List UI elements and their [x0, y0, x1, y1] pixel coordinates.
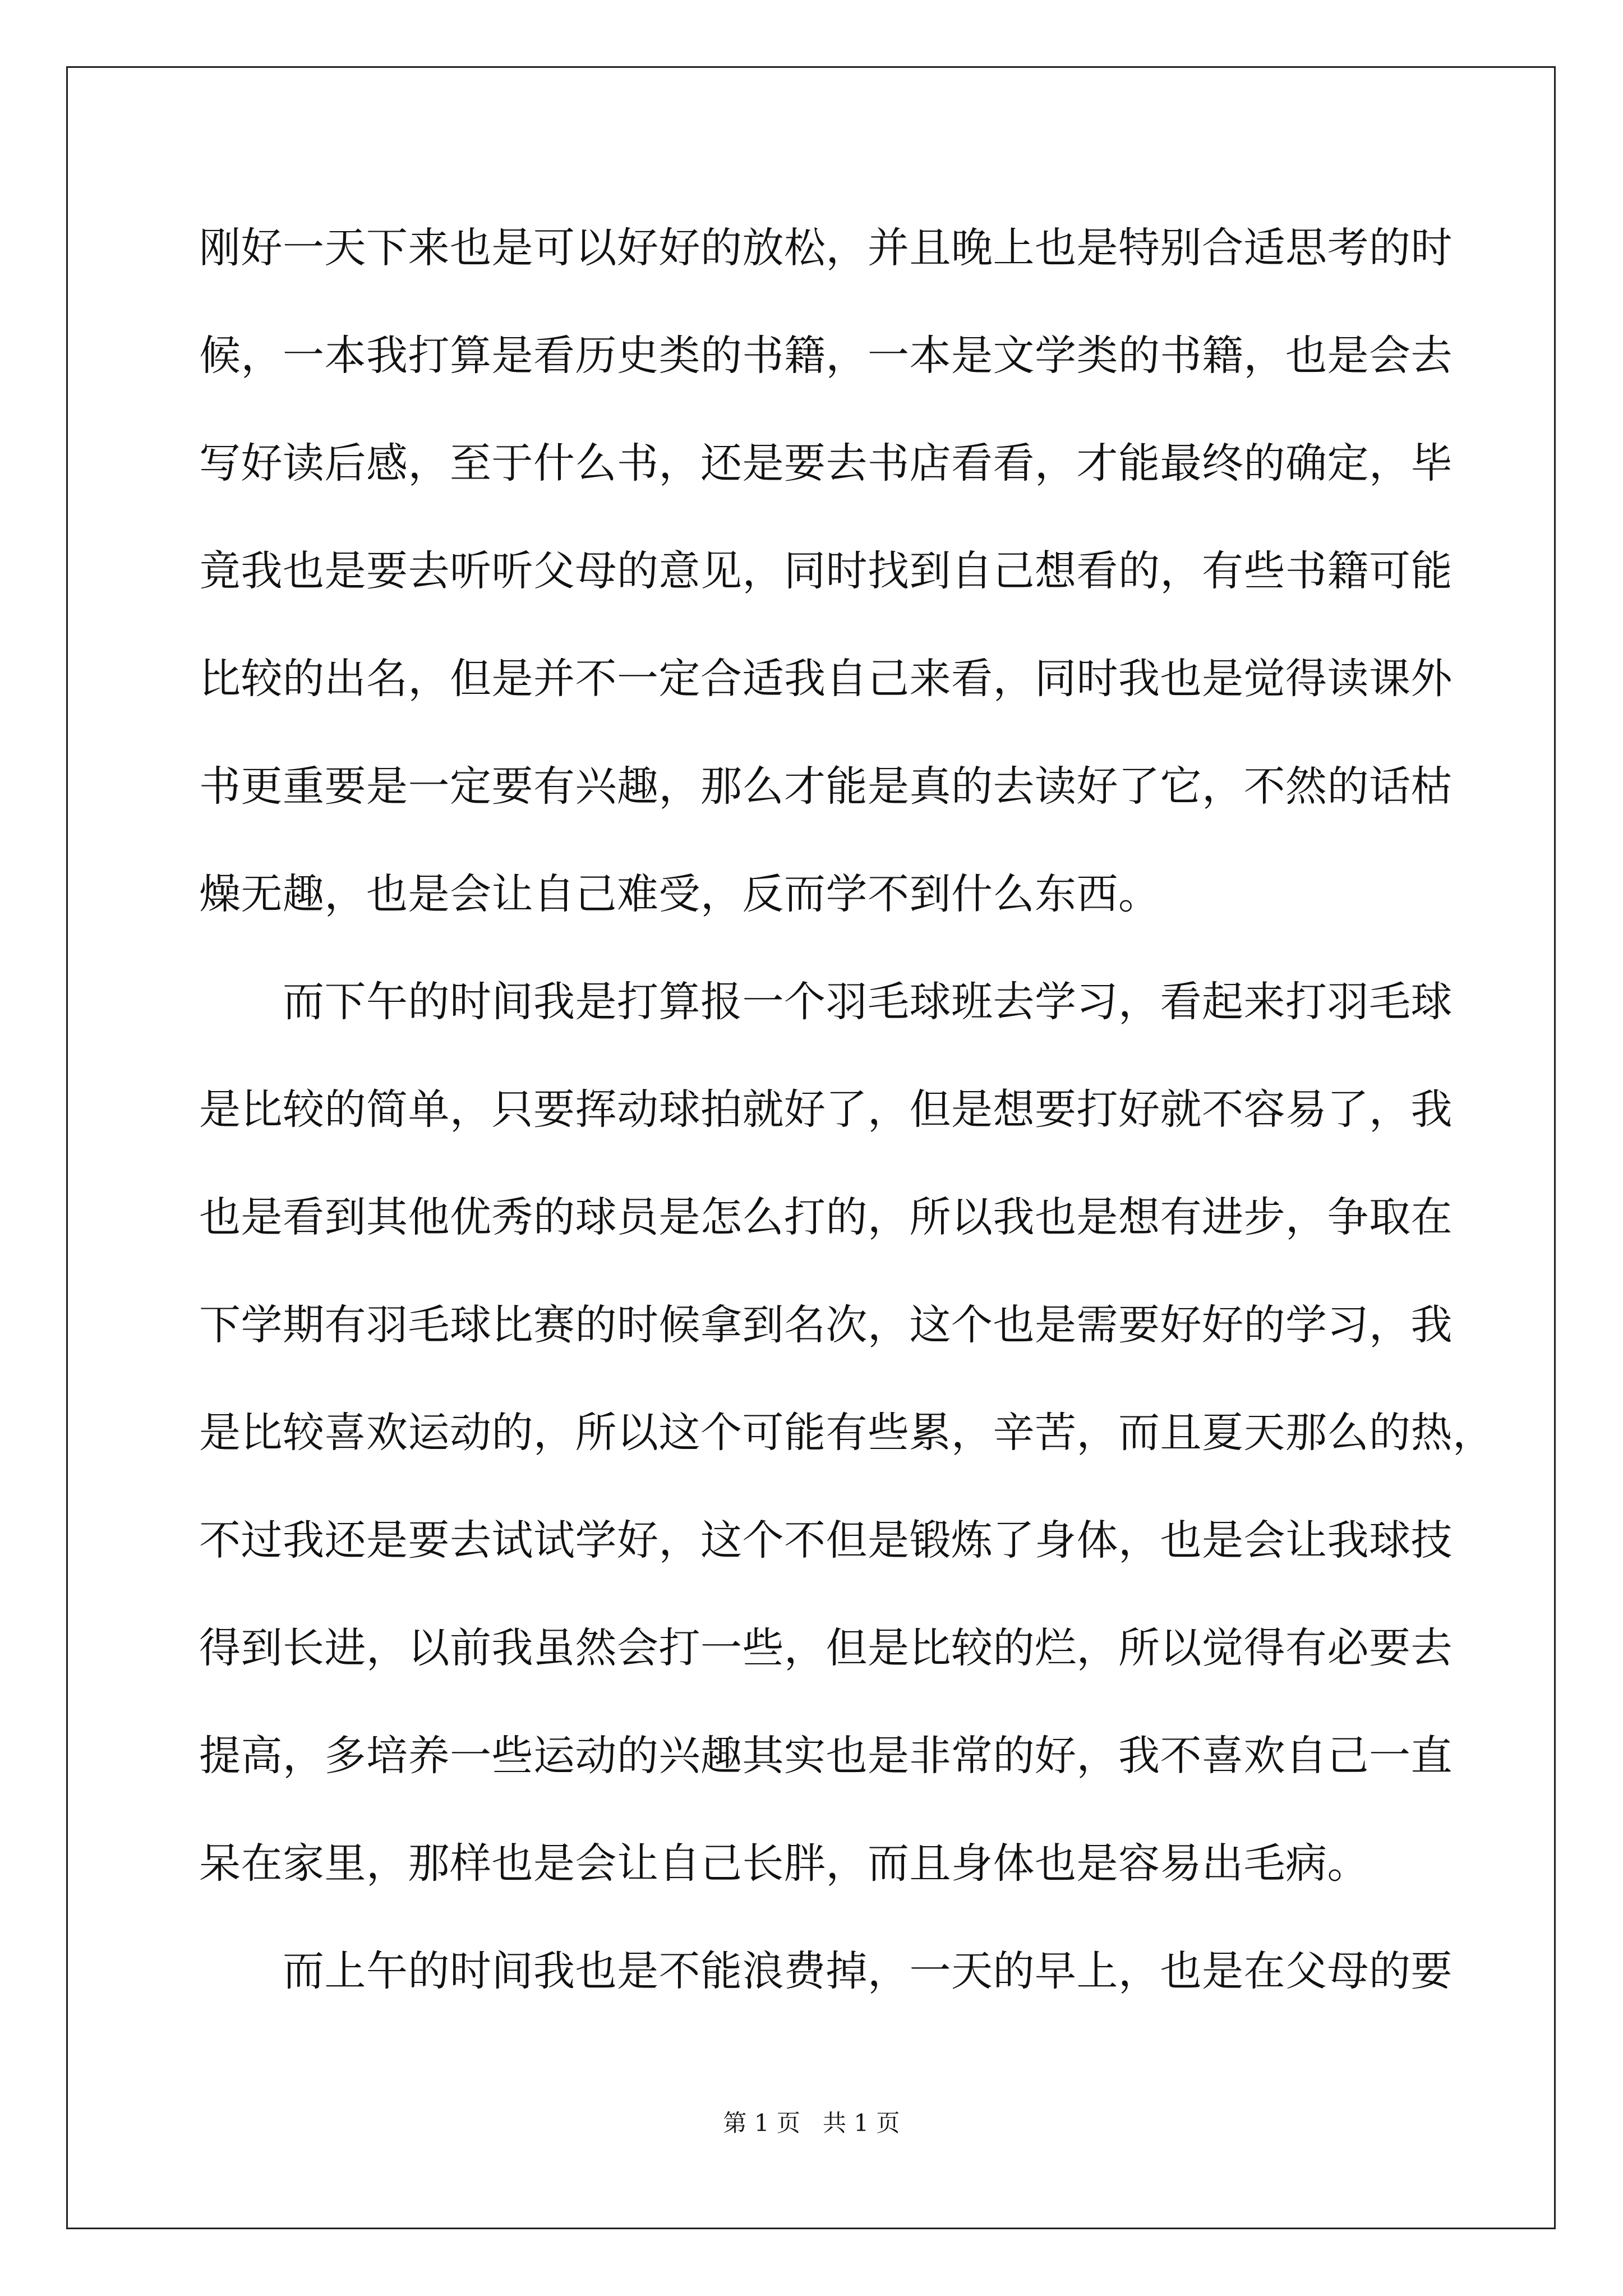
- text-line: 比较的出名，但是并不一定合适我自己来看，同时我也是觉得读课外: [199, 655, 1453, 703]
- text-line: 得到长进，以前我虽然会打一些，但是比较的烂，所以觉得有必要去: [199, 1624, 1453, 1672]
- text-line: 是比较的简单，只要挥动球拍就好了，但是想要打好就不容易了，我: [199, 1085, 1453, 1134]
- text-line: 是比较喜欢运动的，所以这个可能有些累，辛苦，而且夏天那么的热，: [199, 1409, 1495, 1457]
- page-number-footer: 第 1 页 共 1 页: [723, 2109, 900, 2137]
- text-line: 候，一本我打算是看历史类的书籍，一本是文学类的书籍，也是会去: [199, 332, 1453, 380]
- text-line: 不过我还是要去试试学好，这个不但是锻炼了身体，也是会让我球技: [199, 1516, 1453, 1565]
- text-line: 刚好一天下来也是可以好好的放松，并且晚上也是特别合适思考的时: [199, 224, 1453, 272]
- text-line: 书更重要是一定要有兴趣，那么才能是真的去读好了它，不然的话枯: [199, 762, 1453, 811]
- text-line: 也是看到其他优秀的球员是怎么打的，所以我也是想有进步，争取在: [199, 1193, 1453, 1241]
- text-line: 下学期有羽毛球比赛的时候拿到名次，这个也是需要好好的学习，我: [199, 1301, 1453, 1349]
- text-line: 燥无趣，也是会让自己难受，反而学不到什么东西。: [199, 870, 1160, 918]
- text-line: 而上午的时间我也是不能浪费掉，一天的早上，也是在父母的要: [199, 1947, 1453, 1995]
- text-line: 呆在家里，那样也是会让自己长胖，而且身体也是容易出毛病。: [199, 1839, 1369, 1888]
- text-line: 竟我也是要去听听父母的意见，同时找到自己想看的，有些书籍可能: [199, 547, 1453, 595]
- text-line: 提高，多培养一些运动的兴趣其实也是非常的好，我不喜欢自己一直: [199, 1732, 1453, 1780]
- page-border: [66, 66, 1556, 2229]
- text-line: 而下午的时间我是打算报一个羽毛球班去学习，看起来打羽毛球: [199, 978, 1453, 1026]
- text-line: 写好读后感，至于什么书，还是要去书店看看，才能最终的确定，毕: [199, 439, 1453, 487]
